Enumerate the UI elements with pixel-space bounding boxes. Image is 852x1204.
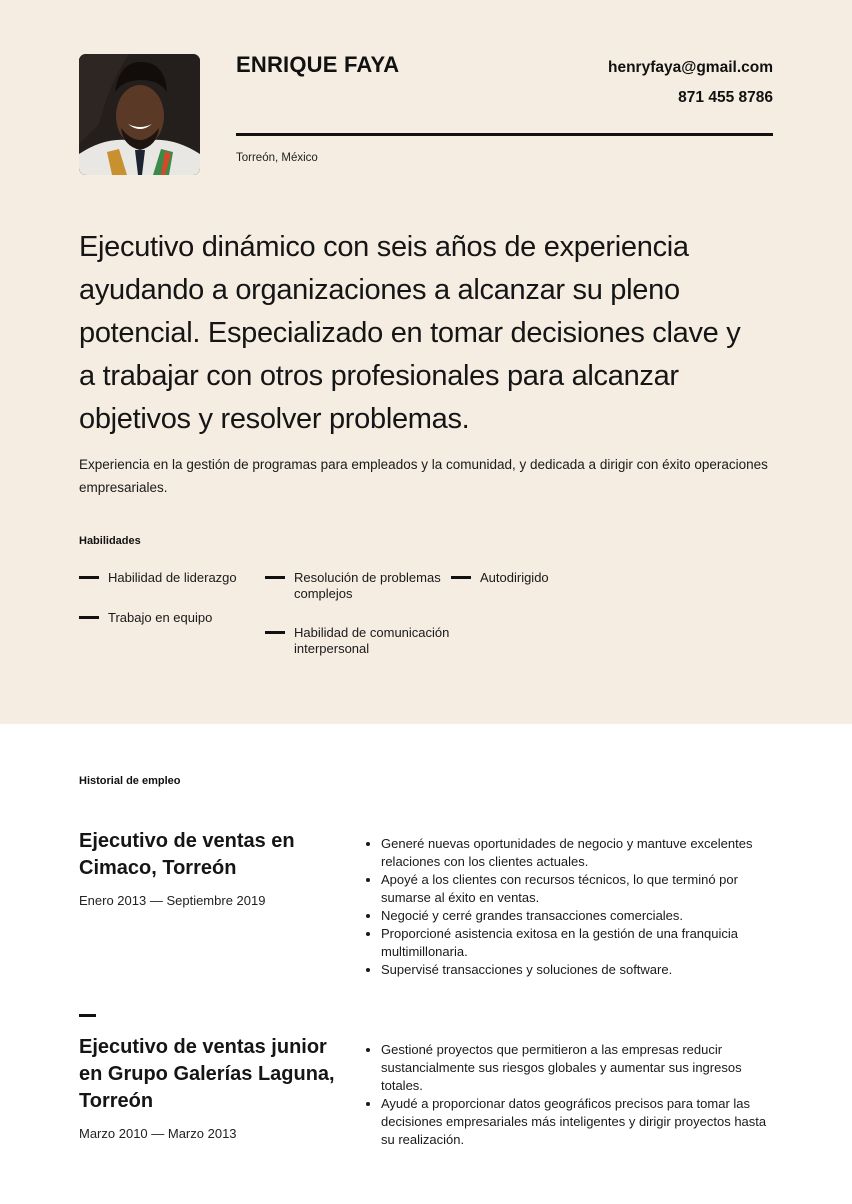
skill-item (265, 570, 454, 602)
employment-heading: Historial de empleo (79, 775, 181, 787)
skill-label: Trabajo en equipo (108, 610, 213, 625)
job-dates: Marzo 2010 — Marzo 2013 (79, 1126, 237, 1141)
profile-headline: Ejecutivo dinámico con seis años de experiencia ayudando a organizaciones a alcanzar su pleno potencial. Especializado en tomar decisiones clave y a trabajar con otros profesionales para alcanzar objetivos y resolver problemas. (79, 231, 741, 435)
job-bullets (363, 1041, 783, 1149)
skill-label: Habilidad de comunicación interpersonal (294, 625, 450, 656)
job-title: Ejecutivo de ventas en Cimaco, Torreón (79, 830, 295, 879)
location: Torreón, México (236, 152, 318, 164)
job-title: Ejecutivo de ventas junior en Grupo Galerías Laguna, Torreón (79, 1036, 335, 1112)
job-bullet: Proporcioné asistencia exitosa en la gestión de una franquicia multimillonaria. (363, 925, 783, 961)
skill-item (79, 610, 268, 626)
skill-item (79, 570, 268, 586)
skill-item (451, 570, 640, 586)
profile-photo (79, 54, 200, 175)
dash-icon (79, 576, 99, 579)
dash-icon (265, 631, 285, 634)
skills-heading: Habilidades (79, 535, 141, 547)
job-separator (79, 1014, 96, 1017)
email-link[interactable]: henryfaya@gmail.com (607, 59, 773, 76)
skill-item (265, 625, 454, 657)
profile-summary: Experiencia en la gestión de programas para empleados y la comunidad, y dedicada a dirigir con éxito operaciones empresariales. (79, 457, 768, 495)
job-bullet: Supervisé transacciones y soluciones de software. (363, 961, 783, 979)
job-bullet: Ayudé a proporcionar datos geográficos precisos para tomar las decisiones empresariales más inteligentes y dirigir proyectos hasta su realización. (363, 1095, 783, 1149)
candidate-name: ENRIQUE FAYA (236, 52, 400, 77)
skill-label: Resolución de problemas complejos (294, 570, 441, 601)
phone-number[interactable]: 871 455 8786 (678, 89, 773, 106)
skill-label: Habilidad de liderazgo (108, 570, 237, 585)
dash-icon (265, 576, 285, 579)
job-bullet: Gestioné proyectos que permitieron a las empresas reducir sustancialmente sus riesgos globales y aumentar sus ingresos totales. (363, 1041, 783, 1095)
dash-icon (79, 616, 99, 619)
skill-label: Autodirigido (480, 570, 549, 585)
job-bullets (363, 835, 783, 979)
dash-icon (451, 576, 471, 579)
person-photo-icon (79, 54, 200, 175)
header-divider (236, 133, 773, 136)
job-dates: Enero 2013 — Septiembre 2019 (79, 893, 266, 908)
job-bullet: Negocié y cerré grandes transacciones comerciales. (363, 907, 783, 925)
job-bullet: Apoyé a los clientes con recursos técnicos, lo que terminó por sumarse al éxito en ventas. (363, 871, 783, 907)
job-bullet: Generé nuevas oportunidades de negocio y mantuve excelentes relaciones con los clientes actuales. (363, 835, 783, 871)
